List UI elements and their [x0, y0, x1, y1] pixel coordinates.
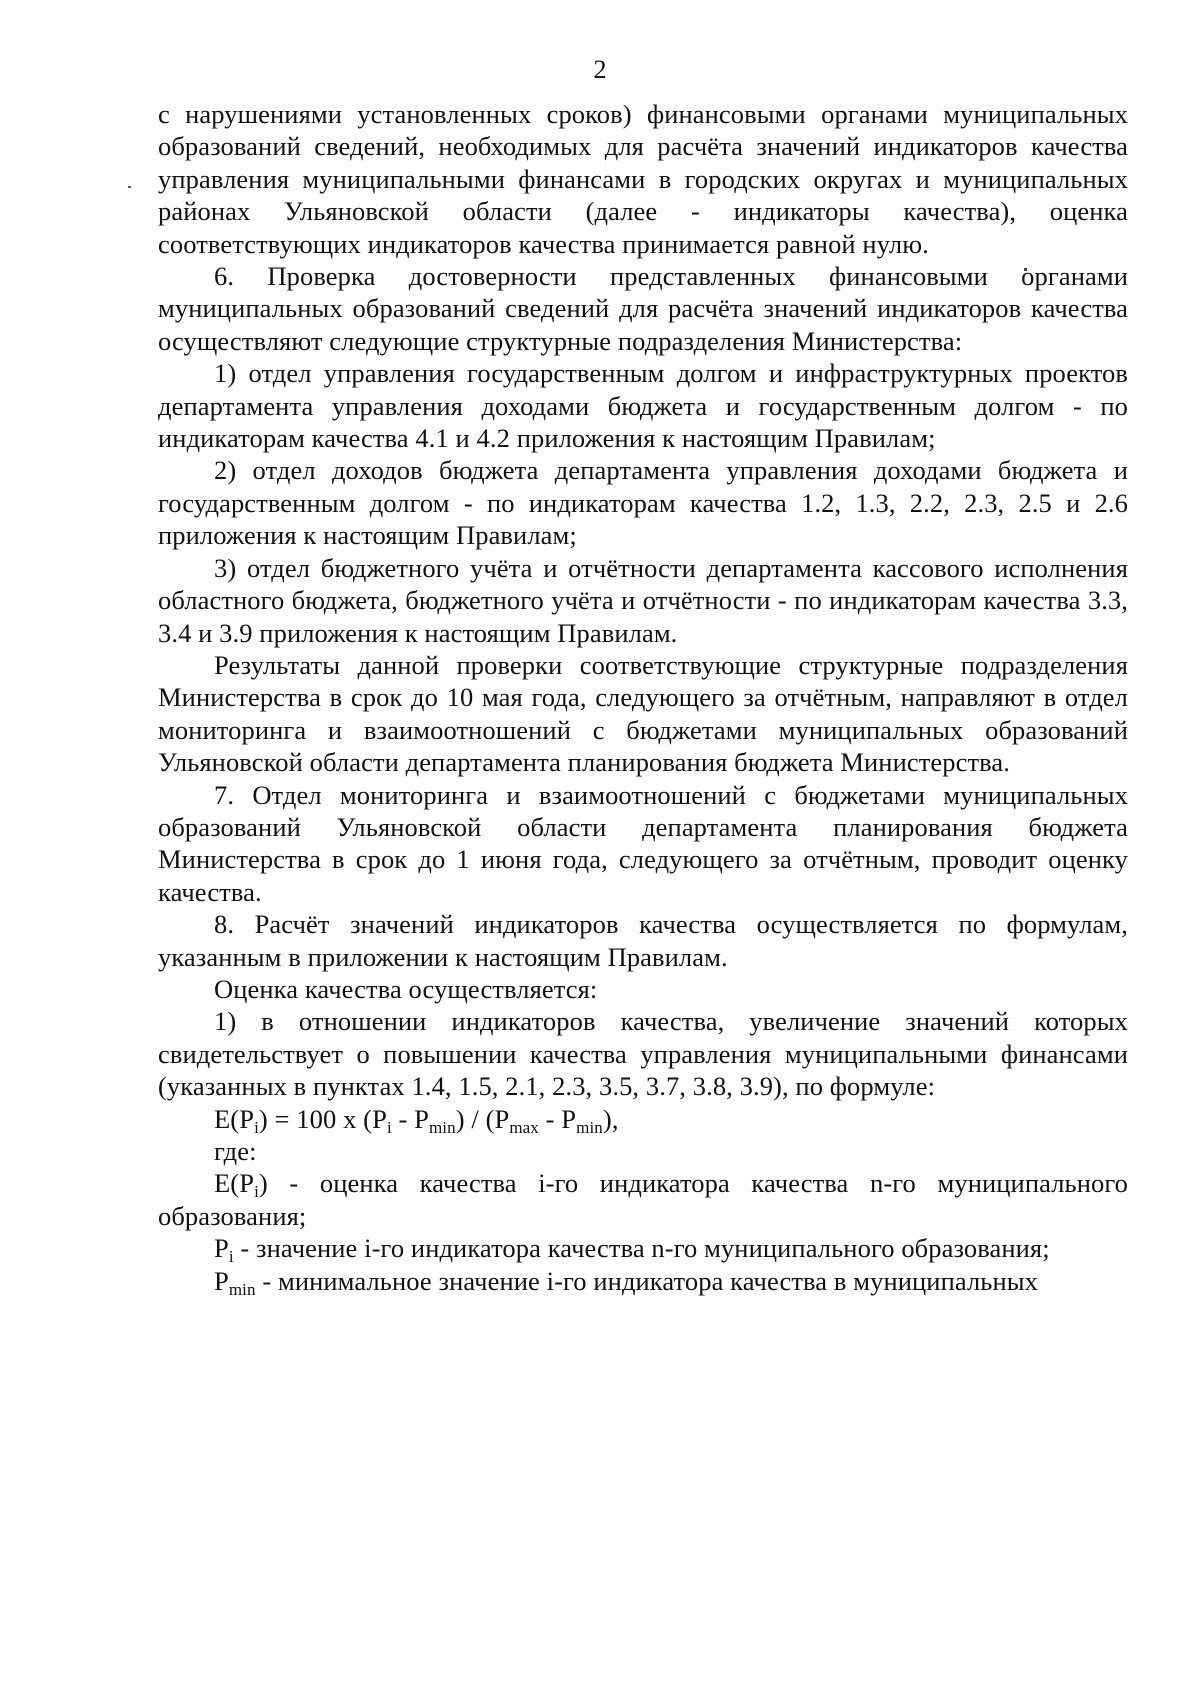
formula-part: ),: [602, 1103, 619, 1134]
paragraph-subitem-3: 3) отдел бюджетного учёта и отчётности департамента кассового исполнения областного бюджета, бюджетного учёта и отчётности - по индикаторам качества 3.3, 3.4 и 3.9 приложения к настоящим Правилам.: [158, 552, 1128, 648]
formula-lhs: E(P: [214, 1103, 255, 1134]
definition-symbol-tail: ): [258, 1168, 268, 1199]
paragraph-subitem-2: 2) отдел доходов бюджета департамента управления доходами бюджета и государственным долгом - по индикаторам качества 1.2, 1.3, 2.2, 2.3, 2.5 и 2.6 приложения к настоящим Правилам;: [158, 455, 1128, 551]
definition-e-pi: [158, 1167, 1128, 1232]
formula: [158, 1103, 1128, 1135]
paragraph-subitem-1: 1) отдел управления государственным долгом и инфраструктурных проектов департамента управления доходами бюджета и государственным долгом - по индикаторам качества 4.1 и 4.2 приложения к настоящим Правилам;: [158, 358, 1128, 454]
definition-text: - значение i-го индикатора качества n-го муниципального образования;: [233, 1233, 1050, 1264]
paragraph-assessment-1: 1) в отношении индикаторов качества, увеличение значений которых свидетельствует о повышении качества управления муниципальными финансами (указанных в пунктах 1.4, 1.5, 2.1, 2.3, 3.5, 3.7, 3.8, 3.9), по формуле:: [158, 1006, 1128, 1102]
formula-subscript: i: [386, 1117, 392, 1137]
definition-pi: [158, 1232, 1128, 1267]
paragraph-item-7: 7. Отдел мониторинга и взаимоотношений с бюджетами муниципальных образований Ульяновской области департамента планирования бюджета Министерства в срок до 1 июня года, следующего за отчётным, проводит оценку качества.: [158, 779, 1128, 907]
formula-subscript: max: [509, 1117, 539, 1137]
formula-part: ) = 100 x (P: [258, 1103, 387, 1134]
formula-subscript: i: [254, 1117, 259, 1137]
definition-text: - минимальное значение i-го индикатора качества в муниципальных: [255, 1265, 1038, 1296]
formula-part: - P: [538, 1103, 577, 1134]
page-number: 2: [593, 55, 607, 84]
where-label: где:: [214, 1136, 257, 1166]
paragraph-assessment-intro: Оценка качества осуществляется:: [214, 973, 598, 1004]
definition-text: - оценка качества i-го индикатора качества n-го муниципального образования;: [158, 1168, 1128, 1231]
formula-subscript: min: [428, 1117, 456, 1137]
definition-subscript: i: [228, 1247, 234, 1267]
formula-part: ) / (P: [455, 1103, 510, 1134]
formula-subscript: min: [576, 1117, 603, 1137]
definition-symbol: E(P: [214, 1168, 255, 1199]
scan-artifact-mark: [128, 186, 131, 188]
paragraph-item-6: 6. Проверка достоверности представленных финансовыми органами муниципальных образований сведений для расчёта значений индикаторов качества осуществляют следующие структурные подразделения Министерства:: [158, 261, 1128, 356]
paragraph-continuation: с нарушениями установленных сроков) финансовыми органами муниципальных образований сведений, необходимых для расчёта значений индикаторов качества управления муниципальными финансами в городских округах и муниципальных районах Ульяновской области (далее - индикаторы качества), оценка соответствующих индикаторов качества принимается равной нулю.: [158, 99, 1128, 259]
definition-symbol: P: [214, 1265, 229, 1296]
definition-subscript: min: [228, 1279, 256, 1299]
paragraph-item-8: 8. Расчёт значений индикаторов качества осуществляется по формулам, указанным в приложении к настоящим Правилам.: [158, 909, 1128, 972]
definition-pmin: [158, 1265, 1128, 1297]
definition-subscript: i: [254, 1182, 259, 1202]
paragraph-results: Результаты данной проверки соответствующие структурные подразделения Министерства в срок до 10 мая года, следующего за отчётным, направляют в отдел мониторинга и взаимоотношений с бюджетами муниципальных образований Ульяновской области департамента планирования бюджета Министерства.: [158, 649, 1128, 778]
formula-part: - P: [391, 1103, 429, 1134]
document-body: [158, 98, 1128, 1297]
definition-symbol: P: [214, 1233, 229, 1264]
